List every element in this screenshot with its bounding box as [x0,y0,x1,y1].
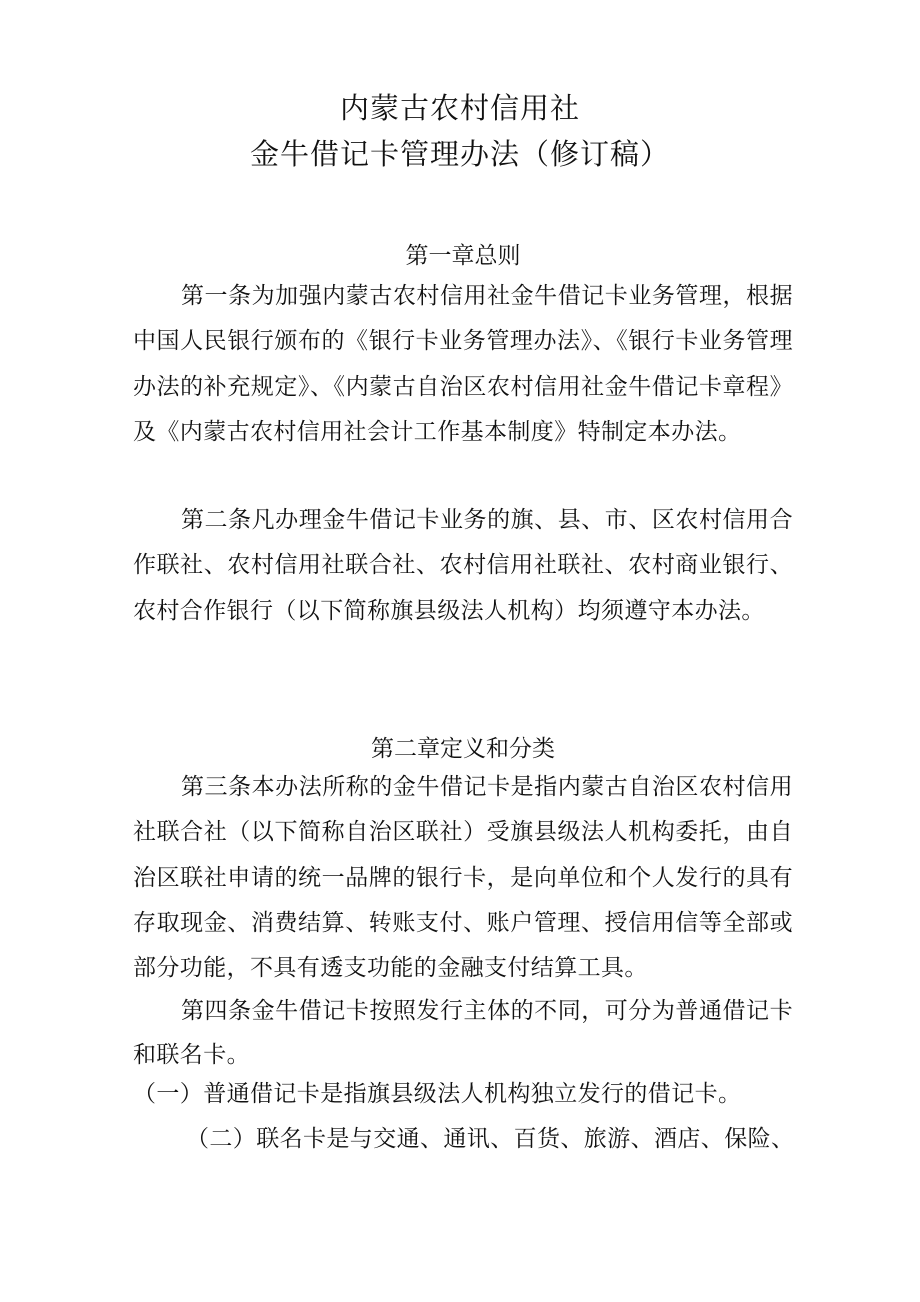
article-2: 第二条凡办理金牛借记卡业务的旗、县、市、区农村信用合作联社、农村信用社联合社、农村信用社联社、农村商业银行、农村合作银行（以下简称旗县级法人机构）均须遵守本办法。 [133,507,793,624]
article-3: 第三条本办法所称的金牛借记卡是指内蒙古自治区农村信用社联合社（以下简称自治区联社）受旗县级法人机构委托，由自治区联社申请的统一品牌的银行卡，是向单位和个人发行的具有存取现金、消费结算、转账支付、账户管理、授信用信等全部或部分功能，不具有透支功能的金融支付结算工具。 [133,774,793,982]
article-4: 第四条金牛借记卡按照发行主体的不同，可分为普通借记卡和联名卡。 [133,998,793,1068]
chapter-1-heading: 第一章总则 [405,243,521,269]
article-1: 第一条为加强内蒙古农村信用社金牛借记卡业务管理，根据中国人民银行颁布的《银行卡业务管理办法》、《银行卡业务管理办法的补充规定》、《内蒙古自治区农村信用社金牛借记卡章程》及《内蒙古农村信用社会计工作基本制度》特制定本办法。 [133,283,793,445]
chapter-2-heading: 第二章定义和分类 [371,736,555,762]
document-title-line-1: 内蒙古农村信用社 [339,91,580,125]
list-item-ordinary-card: （一）普通借记卡是指旗县级法人机构独立发行的借记卡。 [133,1081,742,1107]
list-item-co-branded-card: （二）联名卡是与交通、通讯、百货、旅游、酒店、保险、 [186,1126,795,1152]
document-title-line-2: 金牛借记卡管理办法（修订稿） [249,137,670,171]
